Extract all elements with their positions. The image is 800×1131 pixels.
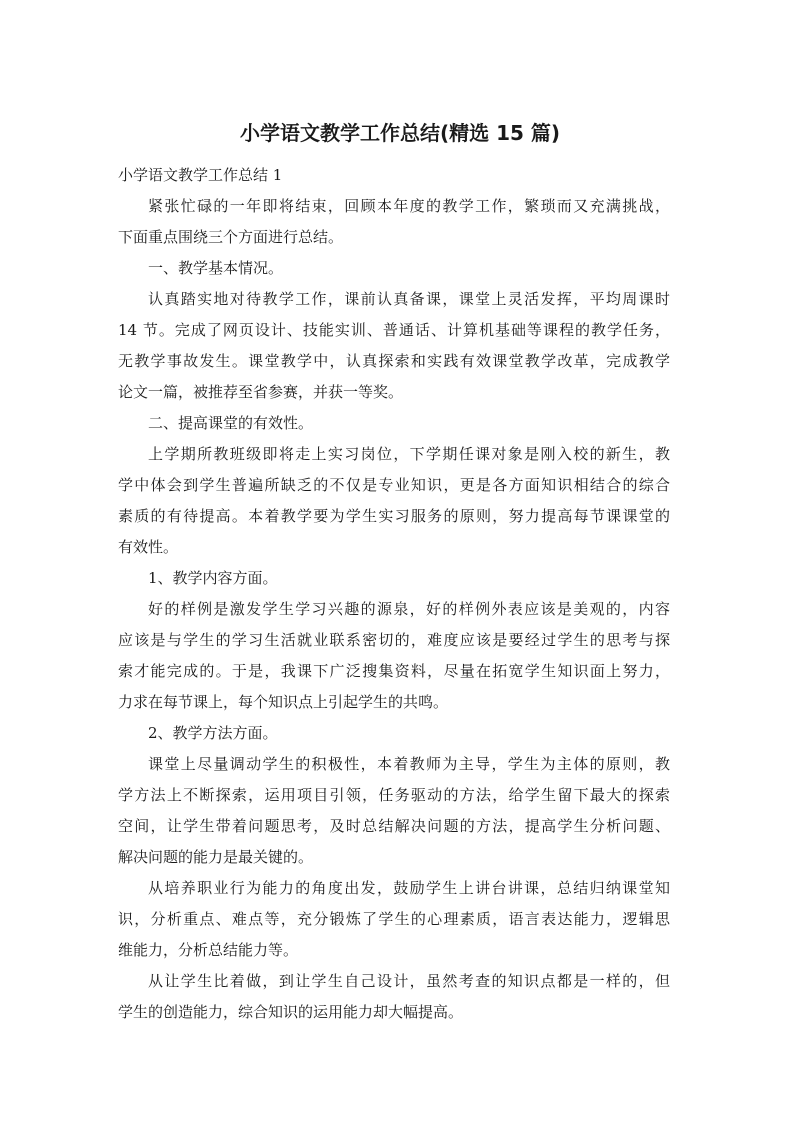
paragraph-line: 索才能完成的。于是，我课下广泛搜集资料，尽量在拓宽学生知识面上努力， (118, 662, 670, 680)
paragraph-line: 下面重点围绕三个方面进行总结。 (118, 228, 344, 246)
paragraph-line: 力求在每节课上，每个知识点上引起学生的共鸣。 (118, 693, 449, 711)
paragraph-line: 从让学生比着做，到让学生自己设计，虽然考查的知识点都是一样的，但 (148, 972, 670, 990)
paragraph-line: 素质的有待提高。本着教学要为学生实习服务的原则，努力提高每节课课堂的 (118, 507, 670, 525)
paragraph-line: 空间，让学生带着问题思考，及时总结解决问题的方法，提高学生分析问题、 (118, 817, 670, 835)
subheading: 二、提高课堂的有效性。 (148, 414, 314, 432)
subheading: 一、教学基本情况。 (148, 259, 284, 277)
paragraph-line: 认真踏实地对待教学工作，课前认真备课，课堂上灵活发挥，平均周课时 (148, 290, 670, 308)
subheading: 1、教学内容方面。 (148, 569, 278, 587)
paragraph-line: 识，分析重点、难点等，充分锻炼了学生的心理素质，语言表达能力，逻辑思 (118, 910, 670, 928)
paragraph-line: 维能力，分析总结能力等。 (118, 941, 299, 959)
paragraph-line: 14 节。完成了网页设计、技能实训、普通话、计算机基础等课程的教学任务， (118, 321, 670, 339)
paragraph-line: 有效性。 (118, 538, 179, 556)
paragraph-line: 解决问题的能力是最关键的。 (118, 848, 314, 866)
paragraph-line: 学中体会到学生普遍所缺乏的不仅是专业知识，更是各方面知识相结合的综合 (118, 476, 670, 494)
document-body (118, 160, 670, 1028)
document-title: 小学语文教学工作总结(精选 15 篇) (239, 121, 561, 145)
paragraph-line: 好的样例是激发学生学习兴趣的源泉，好的样例外表应该是美观的，内容 (148, 600, 670, 618)
paragraph-line: 应该是与学生的学习生活就业联系密切的，难度应该是要经过学生的思考与探 (118, 631, 670, 649)
section-heading: 小学语文教学工作总结 1 (118, 166, 283, 184)
paragraph-line: 论文一篇，被推荐至省参赛，并获一等奖。 (118, 383, 404, 401)
paragraph-line: 无教学事故发生。课堂教学中，认真探索和实践有效课堂教学改革，完成教学 (118, 352, 670, 370)
paragraph-line: 上学期所教班级即将走上实习岗位，下学期任课对象是刚入校的新生，教 (148, 445, 670, 463)
paragraph-line: 课堂上尽量调动学生的积极性，本着教师为主导，学生为主体的原则，教 (148, 755, 670, 773)
paragraph-line: 学方法上不断探索，运用项目引领，任务驱动的方法，给学生留下最大的探索 (118, 786, 670, 804)
paragraph-line: 紧张忙碌的一年即将结束，回顾本年度的教学工作，繁琐而又充满挑战， (148, 197, 670, 215)
subheading: 2、教学方法方面。 (148, 724, 278, 742)
paragraph-line: 从培养职业行为能力的角度出发，鼓励学生上讲台讲课，总结归纳课堂知 (148, 879, 670, 897)
paragraph-line: 学生的创造能力，综合知识的运用能力却大幅提高。 (118, 1003, 464, 1021)
